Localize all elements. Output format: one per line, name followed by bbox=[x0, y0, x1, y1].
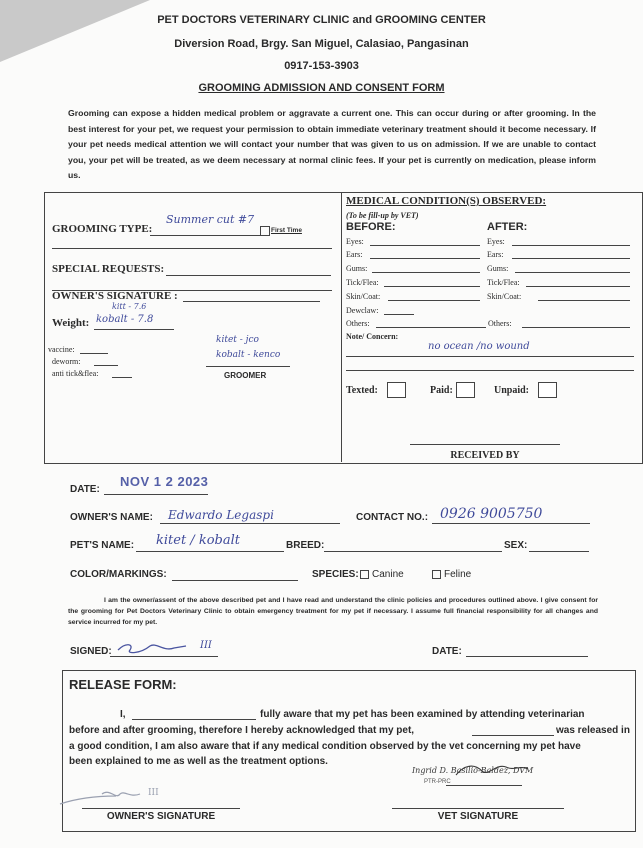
column-divider bbox=[341, 192, 342, 462]
release-line-4: been explained to me as well as the treatment options. bbox=[69, 756, 328, 767]
owner-signature-mark bbox=[112, 638, 192, 658]
vet-fill-note: (To be fill-up by VET) bbox=[346, 211, 419, 220]
after-tick-label: Tick/Flea: bbox=[487, 278, 520, 287]
grooming-type-label: GROOMING TYPE: bbox=[52, 223, 153, 235]
species-label: SPECIES: bbox=[312, 569, 359, 580]
texted-label: Texted: bbox=[346, 385, 378, 396]
first-time-label: First Time bbox=[271, 227, 302, 234]
signed-numeral: III bbox=[200, 640, 212, 651]
feline-checkbox[interactable] bbox=[432, 570, 441, 579]
groomer-label: GROOMER bbox=[224, 371, 267, 380]
vaccine-label: vaccine: bbox=[48, 345, 75, 354]
before-others-label: Others: bbox=[346, 319, 370, 328]
first-time-checkbox[interactable] bbox=[260, 226, 270, 236]
before-tick-label: Tick/Flea: bbox=[346, 278, 379, 287]
after-eyes-label: Eyes: bbox=[487, 237, 505, 246]
feline-option[interactable] bbox=[432, 569, 471, 580]
pet-name-value: kitet / kobalt bbox=[156, 533, 240, 548]
special-requests-label: SPECIAL REQUESTS: bbox=[52, 263, 165, 275]
color-markings-label: COLOR/MARKINGS: bbox=[70, 569, 167, 580]
owner-release-signature-mark bbox=[58, 786, 154, 808]
after-label: AFTER: bbox=[487, 221, 528, 233]
before-label: BEFORE: bbox=[346, 221, 396, 233]
vet-stamp-prc: PTR-PRC bbox=[424, 779, 451, 785]
clinic-phone: 0917-153-3903 bbox=[284, 60, 359, 72]
clinic-name: PET DOCTORS VETERINARY CLINIC and GROOMING CENTER bbox=[157, 14, 486, 26]
date-stamp: NOV 1 2 2023 bbox=[120, 474, 209, 489]
before-ears-label: Ears: bbox=[346, 250, 363, 259]
owner-name-label: OWNER'S NAME: bbox=[70, 512, 153, 523]
weight-line-1: kitt - 7.6 bbox=[112, 302, 147, 311]
medical-conditions-title: MEDICAL CONDITION(S) OBSERVED: bbox=[346, 195, 547, 207]
unpaid-checkbox[interactable] bbox=[538, 382, 557, 398]
release-line-2b: was released in bbox=[556, 725, 630, 736]
folded-corner bbox=[0, 0, 150, 62]
after-ears-label: Ears: bbox=[487, 250, 504, 259]
release-line-3: a good condition, I am also aware that if any medical condition observed by the vet concerning my pet have bbox=[69, 741, 581, 752]
form-title: GROOMING ADMISSION AND CONSENT FORM bbox=[198, 82, 445, 94]
note-concern-label: Note/ Concern: bbox=[346, 332, 399, 341]
canine-checkbox[interactable] bbox=[360, 570, 369, 579]
breed-label: BREED: bbox=[286, 540, 325, 551]
signed-label: SIGNED: bbox=[70, 646, 112, 657]
release-title: RELEASE FORM: bbox=[69, 677, 177, 692]
texted-checkbox[interactable] bbox=[387, 382, 406, 398]
after-others-label: Others: bbox=[488, 319, 512, 328]
pet-name-label: PET'S NAME: bbox=[70, 540, 135, 551]
before-skin-label: Skin/Coat: bbox=[346, 292, 381, 301]
owner-release-numeral: III bbox=[148, 788, 159, 798]
owner-signature-label: OWNER'S SIGNATURE : bbox=[52, 290, 178, 302]
after-skin-label: Skin/Coat: bbox=[487, 292, 522, 301]
clinic-address: Diversion Road, Brgy. San Miguel, Calasiao, Pangasinan bbox=[174, 38, 469, 50]
owner-signature-caption: OWNER'S SIGNATURE bbox=[106, 811, 216, 822]
intro-paragraph: Grooming can expose a hidden medical problem or aggravate a current one. This can occur during or after grooming. In the best interest for your pet, we request your permission to obtain immediate veterinary treatment should it become necessary. If your pet needs medical attention we will contact your number that was given to us on admission. If we are unable to contact you, your pet will be treated, as we deem necessary at normal clinic fees. If your pet is currently on medication, please inform us. bbox=[68, 108, 596, 180]
owner-name-value: Edwardo Legaspi bbox=[168, 508, 274, 522]
before-gums-label: Gums: bbox=[346, 264, 368, 273]
unpaid-label: Unpaid: bbox=[494, 385, 530, 396]
antitick-label: anti tick&flea: bbox=[52, 369, 99, 378]
groomer-note-1: kitet - jco bbox=[216, 335, 259, 345]
weight-label: Weight: bbox=[52, 317, 90, 329]
sex-label: SEX: bbox=[504, 540, 528, 551]
note-concern-value: no ocean /no wound bbox=[428, 341, 530, 352]
contact-value: 0926 9005750 bbox=[440, 506, 543, 522]
paid-label: Paid: bbox=[430, 385, 453, 396]
before-eyes-label: Eyes: bbox=[346, 237, 364, 246]
release-i: I, bbox=[120, 709, 126, 720]
grooming-type-value: Summer cut #7 bbox=[166, 213, 255, 226]
deworm-label: deworm: bbox=[52, 357, 81, 366]
consent-paragraph: I am the owner/assent of the above described pet and I have read and understand the clinic policies and procedures outlined above. I give consent for the grooming for Pet Doctors Veterinary Clinic to obtain emergency treatment for my pet if necessary. I assume full financial responsibility for all changes and service incurred for my pet. bbox=[68, 597, 598, 626]
canine-label: Canine bbox=[372, 569, 404, 580]
paid-checkbox[interactable] bbox=[456, 382, 475, 398]
date-label: DATE: bbox=[70, 484, 100, 495]
vet-stamp-name: Ingrid D. Basilio-Baldez, DVM bbox=[412, 766, 534, 775]
date2-label: DATE: bbox=[432, 646, 462, 657]
feline-label: Feline bbox=[444, 569, 472, 580]
after-gums-label: Gums: bbox=[487, 264, 509, 273]
release-line-2a: before and after grooming, therefore I hereby acknowledged that my pet, bbox=[69, 725, 415, 736]
received-by-label: RECEIVED BY bbox=[450, 450, 520, 461]
canine-option[interactable] bbox=[360, 569, 404, 580]
before-dewclaw-label: Dewclaw: bbox=[346, 306, 379, 315]
contact-label: CONTACT NO.: bbox=[356, 512, 429, 523]
vet-signature-caption: VET SIGNATURE bbox=[437, 811, 519, 822]
weight-line-2: kobalt - 7.8 bbox=[96, 314, 154, 325]
release-line-1: fully aware that my pet has been examined by attending veterinarian bbox=[260, 709, 585, 720]
groomer-note-2: kobalt - kenco bbox=[216, 350, 281, 360]
